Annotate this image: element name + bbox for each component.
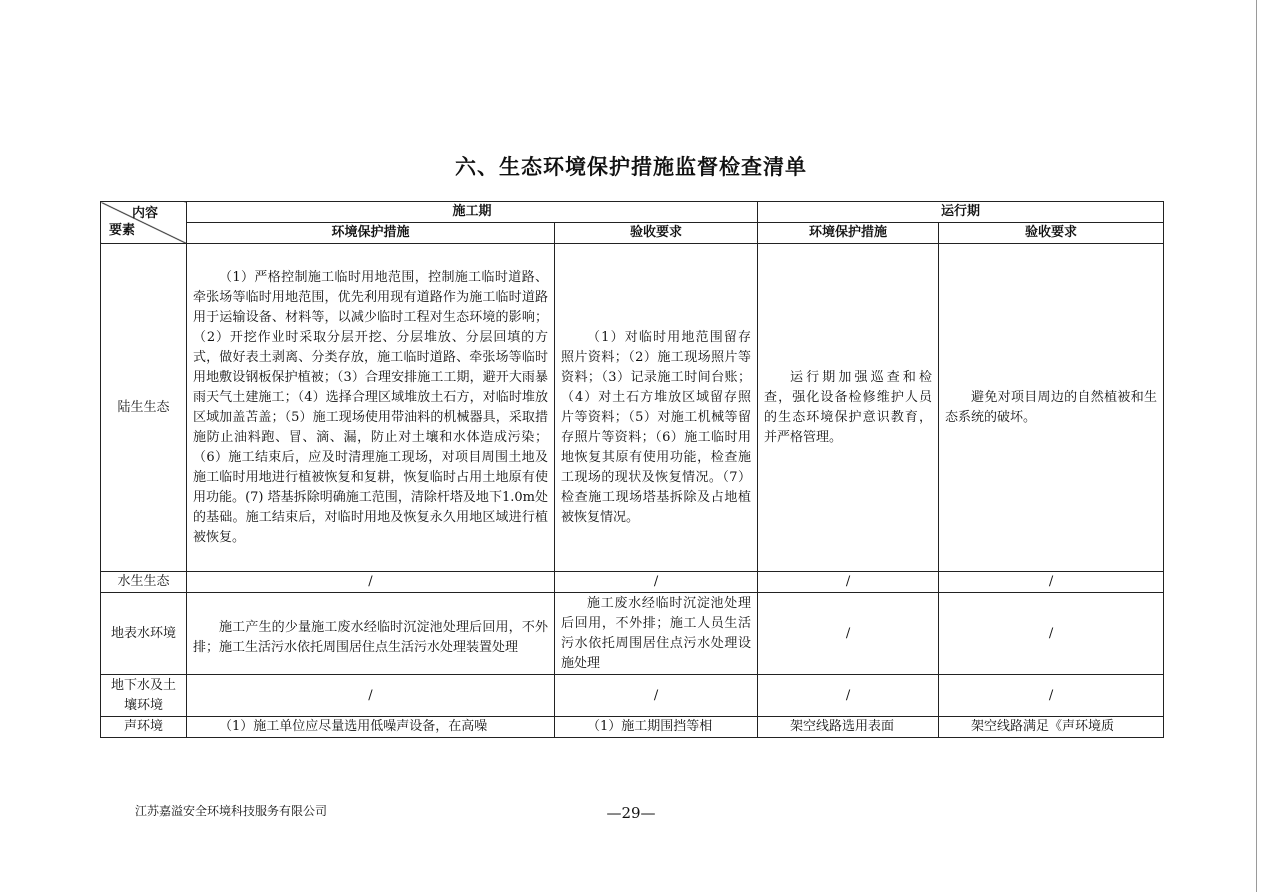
table-row bbox=[101, 675, 1164, 717]
operation-measures-cell: / bbox=[758, 675, 939, 717]
page-edge-line bbox=[1256, 0, 1257, 892]
page-number: —29— bbox=[606, 804, 656, 822]
row-element: 地表水环境 bbox=[101, 593, 187, 675]
operation-acceptance-cell: 架空线路满足《声环境质 bbox=[939, 717, 1164, 738]
operation-acceptance-header: 验收要求 bbox=[939, 223, 1164, 244]
operation-measures-cell: / bbox=[758, 593, 939, 675]
row-element: 水生生态 bbox=[101, 572, 187, 593]
operation-period-header: 运行期 bbox=[758, 202, 1164, 223]
page-title: 六、生态环境保护措施监督检查清单 bbox=[455, 155, 807, 179]
corner-header bbox=[101, 202, 187, 244]
header-row-1 bbox=[101, 202, 1164, 223]
table-row bbox=[101, 717, 1164, 738]
operation-acceptance-cell: / bbox=[939, 593, 1164, 675]
construction-measures-cell: / bbox=[187, 572, 555, 593]
row-element: 声环境 bbox=[101, 717, 187, 738]
table-row bbox=[101, 593, 1164, 675]
corner-bottom-label: 要素 bbox=[109, 223, 136, 238]
footer-company: 江苏嘉溢安全环境科技服务有限公司 bbox=[135, 804, 328, 818]
construction-measures-cell: / bbox=[187, 675, 555, 717]
corner-top-label: 内容 bbox=[131, 206, 158, 221]
operation-measures-cell: 运行期加强巡查和检查，强化设备检修维护人员的生态环境保护意识教育，并严格管理。 bbox=[758, 244, 939, 572]
checklist-table bbox=[100, 201, 1164, 738]
construction-acceptance-header: 验收要求 bbox=[555, 223, 758, 244]
construction-measures-cell: 施工产生的少量施工废水经临时沉淀池处理后回用，不外排；施工生活污水依托周围居住点生活污水处理装置处理 bbox=[187, 593, 555, 675]
operation-acceptance-cell: / bbox=[939, 675, 1164, 717]
table-row bbox=[101, 572, 1164, 593]
header-row-2 bbox=[101, 223, 1164, 244]
operation-measures-cell: / bbox=[758, 572, 939, 593]
operation-measures-cell: 架空线路选用表面 bbox=[758, 717, 939, 738]
construction-measures-header: 环境保护措施 bbox=[187, 223, 555, 244]
operation-measures-header: 环境保护措施 bbox=[758, 223, 939, 244]
construction-acceptance-cell: 施工废水经临时沉淀池处理后回用，不外排；施工人员生活污水依托周围居住点污水处理设施处理 bbox=[555, 593, 758, 675]
operation-acceptance-cell: 避免对项目周边的自然植被和生态系统的破坏。 bbox=[939, 244, 1164, 572]
row-element: 地下水及土壤环境 bbox=[101, 675, 187, 717]
construction-period-header: 施工期 bbox=[187, 202, 758, 223]
construction-acceptance-cell: / bbox=[555, 572, 758, 593]
row-element: 陆生生态 bbox=[101, 244, 187, 572]
construction-measures-cell: （1）施工单位应尽量选用低噪声设备，在高噪 bbox=[187, 717, 555, 738]
construction-measures-cell: （1）严格控制施工临时用地范围，控制施工临时道路、牵张场等临时用地范围，优先利用现有道路作为施工临时道路用于运输设备、材料等，以减少临时工程对生态环境的影响；（2）开挖作业时采取分层开挖、分层堆放、分层回填的方式，做好表土剥离、分类存放，施工临时道路、牵张场等临时用地敷设钢板保护植被；（3）合理安排施工工期，避开大雨暴雨天气土建施工；（4）选择合理区域堆放土石方，对临时堆放区域加盖苫盖；（5）施工现场使用带油料的机械器具，采取措施防止油料跑、冒、滴、漏，防止对土壤和水体造成污染；（6）施工结束后，应及时清理施工现场，对项目周围土地及施工临时用地进行植被恢复和复耕，恢复临时占用土地原有使用功能。(7) 塔基拆除明确施工范围，清除杆塔及地下1.0m处的基础。施工结束后，对临时用地及恢复永久用地区域进行植被恢复。 bbox=[187, 244, 555, 572]
construction-acceptance-cell: （1）对临时用地范围留存照片资料；（2）施工现场照片等资料；（3）记录施工时间台账；（4）对土石方堆放区域留存照片等资料；（5）对施工机械等留存照片等资料；（6）施工临时用地恢复其原有使用功能，检查施工现场的现状及恢复情况。（7）检查施工现场塔基拆除及占地植被恢复情况。 bbox=[555, 244, 758, 572]
table-row bbox=[101, 244, 1164, 572]
construction-acceptance-cell: （1）施工期围挡等相 bbox=[555, 717, 758, 738]
construction-acceptance-cell: / bbox=[555, 675, 758, 717]
operation-acceptance-cell: / bbox=[939, 572, 1164, 593]
